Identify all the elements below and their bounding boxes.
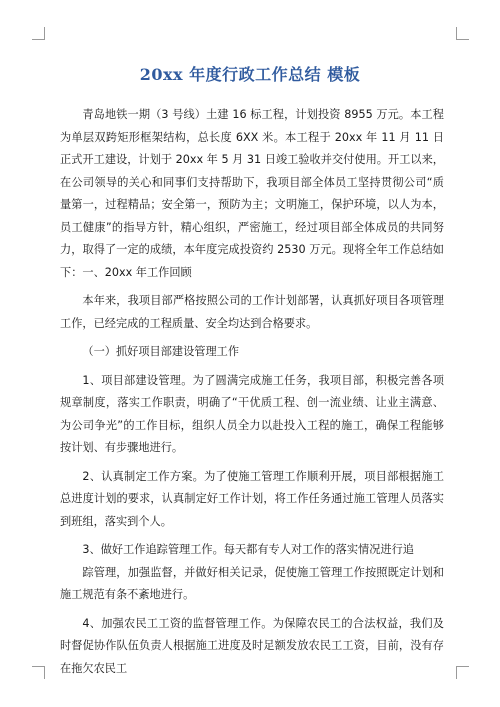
paragraph-item-3-continued: 踪管理，加强监督，并做好相关记录，促使施工管理工作按照既定计划和施工规范有条不紊地进行。	[60, 565, 444, 601]
document-title: 20xx 年度行政工作总结 模板	[139, 65, 361, 84]
crop-mark-top-left	[32, 27, 45, 40]
paragraph-item-3: 3、做好工作追踪管理工作。每天都有专人对工作的落实情况进行追	[82, 543, 414, 556]
document-body	[60, 104, 444, 686]
paragraph-intro: 青岛地铁一期（3 号线）土建 16 标工程，计划投资 8955 万元。本工程为单层双跨矩形框架结构，总长度 6XX 米。本工程于 20xx 年 11 月 11 日正式开工建设，计划于 20xx 年 5 月 31 日竣工验收并交付使用。开工以来，在公司领导的关心和同事们支持帮助下，我项目部全体员工坚持贯彻公司“质量第一，过程精品；安全第一，预防为主；文明施工，保护环境，以人为本，员工健康”的指导方针，精心组织，严密施工，经过项目部全体成员的共同努力，取得了一定的成绩，本年度完成投资约 2530 万元。现将全年工作总结如下：一、20xx 年工作回顾	[60, 108, 444, 279]
section-heading: （一）抓好项目部建设管理工作	[82, 345, 240, 358]
paragraph-item-4: 4、加强农民工工资的监督管理工作。为保障农民工的合法权益，我们及时督促协作队伍负责人根据施工进度及时足额发放农民工工资，目前，没有存在拖欠农民工	[60, 616, 444, 675]
paragraph-item-2: 2、认真制定工作方案。为了使施工管理工作顺利开展，项目部根据施工总进度计划的要求，认真制定好工作计划，将工作任务通过施工管理人员落实到班组，落实到个人。	[60, 469, 444, 528]
paragraph-item-1: 1、项目部建设管理。为了圆满完成施工任务，我项目部，积极完善各项规章制度，落实工作职责，明确了“干优质工程、创一流业绩、让业主满意、为公司争光”的工作目标，组织人员全力以赴投入工程的施工，确保工程能够按计划、有步骤地进行。	[60, 373, 444, 454]
crop-mark-top-right	[456, 27, 469, 40]
paragraph-overview: 本年来，我项目部严格按照公司的工作计划部署，认真抓好项目各项管理工作，已经完成的工程质量、安全均达到合格要求。	[60, 294, 444, 330]
crop-mark-bottom-right	[456, 666, 469, 679]
crop-mark-bottom-left	[32, 666, 45, 679]
